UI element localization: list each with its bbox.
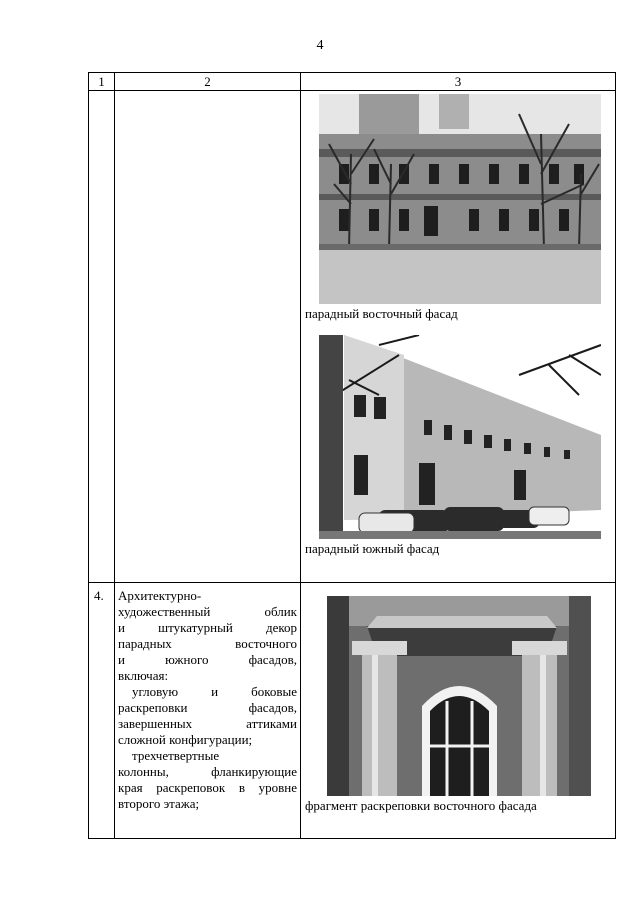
table-row-continued bbox=[89, 91, 616, 583]
row-number: 4. bbox=[89, 583, 115, 839]
photo-cell bbox=[301, 583, 616, 839]
desc-line: Архитектурно- bbox=[118, 588, 202, 603]
desc-line: второго этажа; bbox=[118, 796, 200, 811]
table-header-row bbox=[89, 73, 616, 91]
empty-number-cell bbox=[89, 91, 115, 583]
page-number: 4 bbox=[316, 38, 324, 53]
desc-line: и штукатурный декор bbox=[118, 620, 297, 635]
header-col-2: 2 bbox=[115, 73, 301, 91]
desc-line: и южного фасадов, bbox=[118, 652, 297, 667]
photo2-caption: парадный южный фасад bbox=[305, 541, 440, 556]
east-facade-photo bbox=[319, 94, 601, 304]
desc-line: парадных восточного bbox=[118, 636, 297, 651]
photo-cell bbox=[301, 91, 616, 583]
desc-line: трехчетвертные bbox=[132, 748, 220, 763]
header-col-1: 1 bbox=[89, 73, 115, 91]
desc-line: угловую и боковые bbox=[132, 684, 297, 699]
table-row-4 bbox=[89, 583, 616, 839]
monument-table bbox=[88, 72, 616, 839]
empty-description-cell bbox=[115, 91, 301, 583]
desc-line: сложной конфигурации; bbox=[118, 732, 253, 747]
desc-line: включая: bbox=[118, 668, 169, 683]
desc-line: завершенных аттиками bbox=[118, 716, 297, 731]
desc-line: колонны, фланкирующие bbox=[118, 764, 297, 779]
header-col-3: 3 bbox=[301, 73, 616, 91]
row-description bbox=[115, 583, 301, 839]
facade-fragment-photo bbox=[327, 596, 591, 796]
photo1-caption: парадный восточный фасад bbox=[305, 306, 458, 321]
desc-line: раскреповки фасадов, bbox=[118, 700, 297, 715]
south-facade-photo bbox=[319, 335, 601, 539]
desc-line: художественный облик bbox=[118, 604, 297, 619]
photo3-caption: фрагмент раскреповки восточного фасада bbox=[305, 798, 537, 813]
desc-line: края раскрепoвок в уровне bbox=[118, 780, 297, 795]
